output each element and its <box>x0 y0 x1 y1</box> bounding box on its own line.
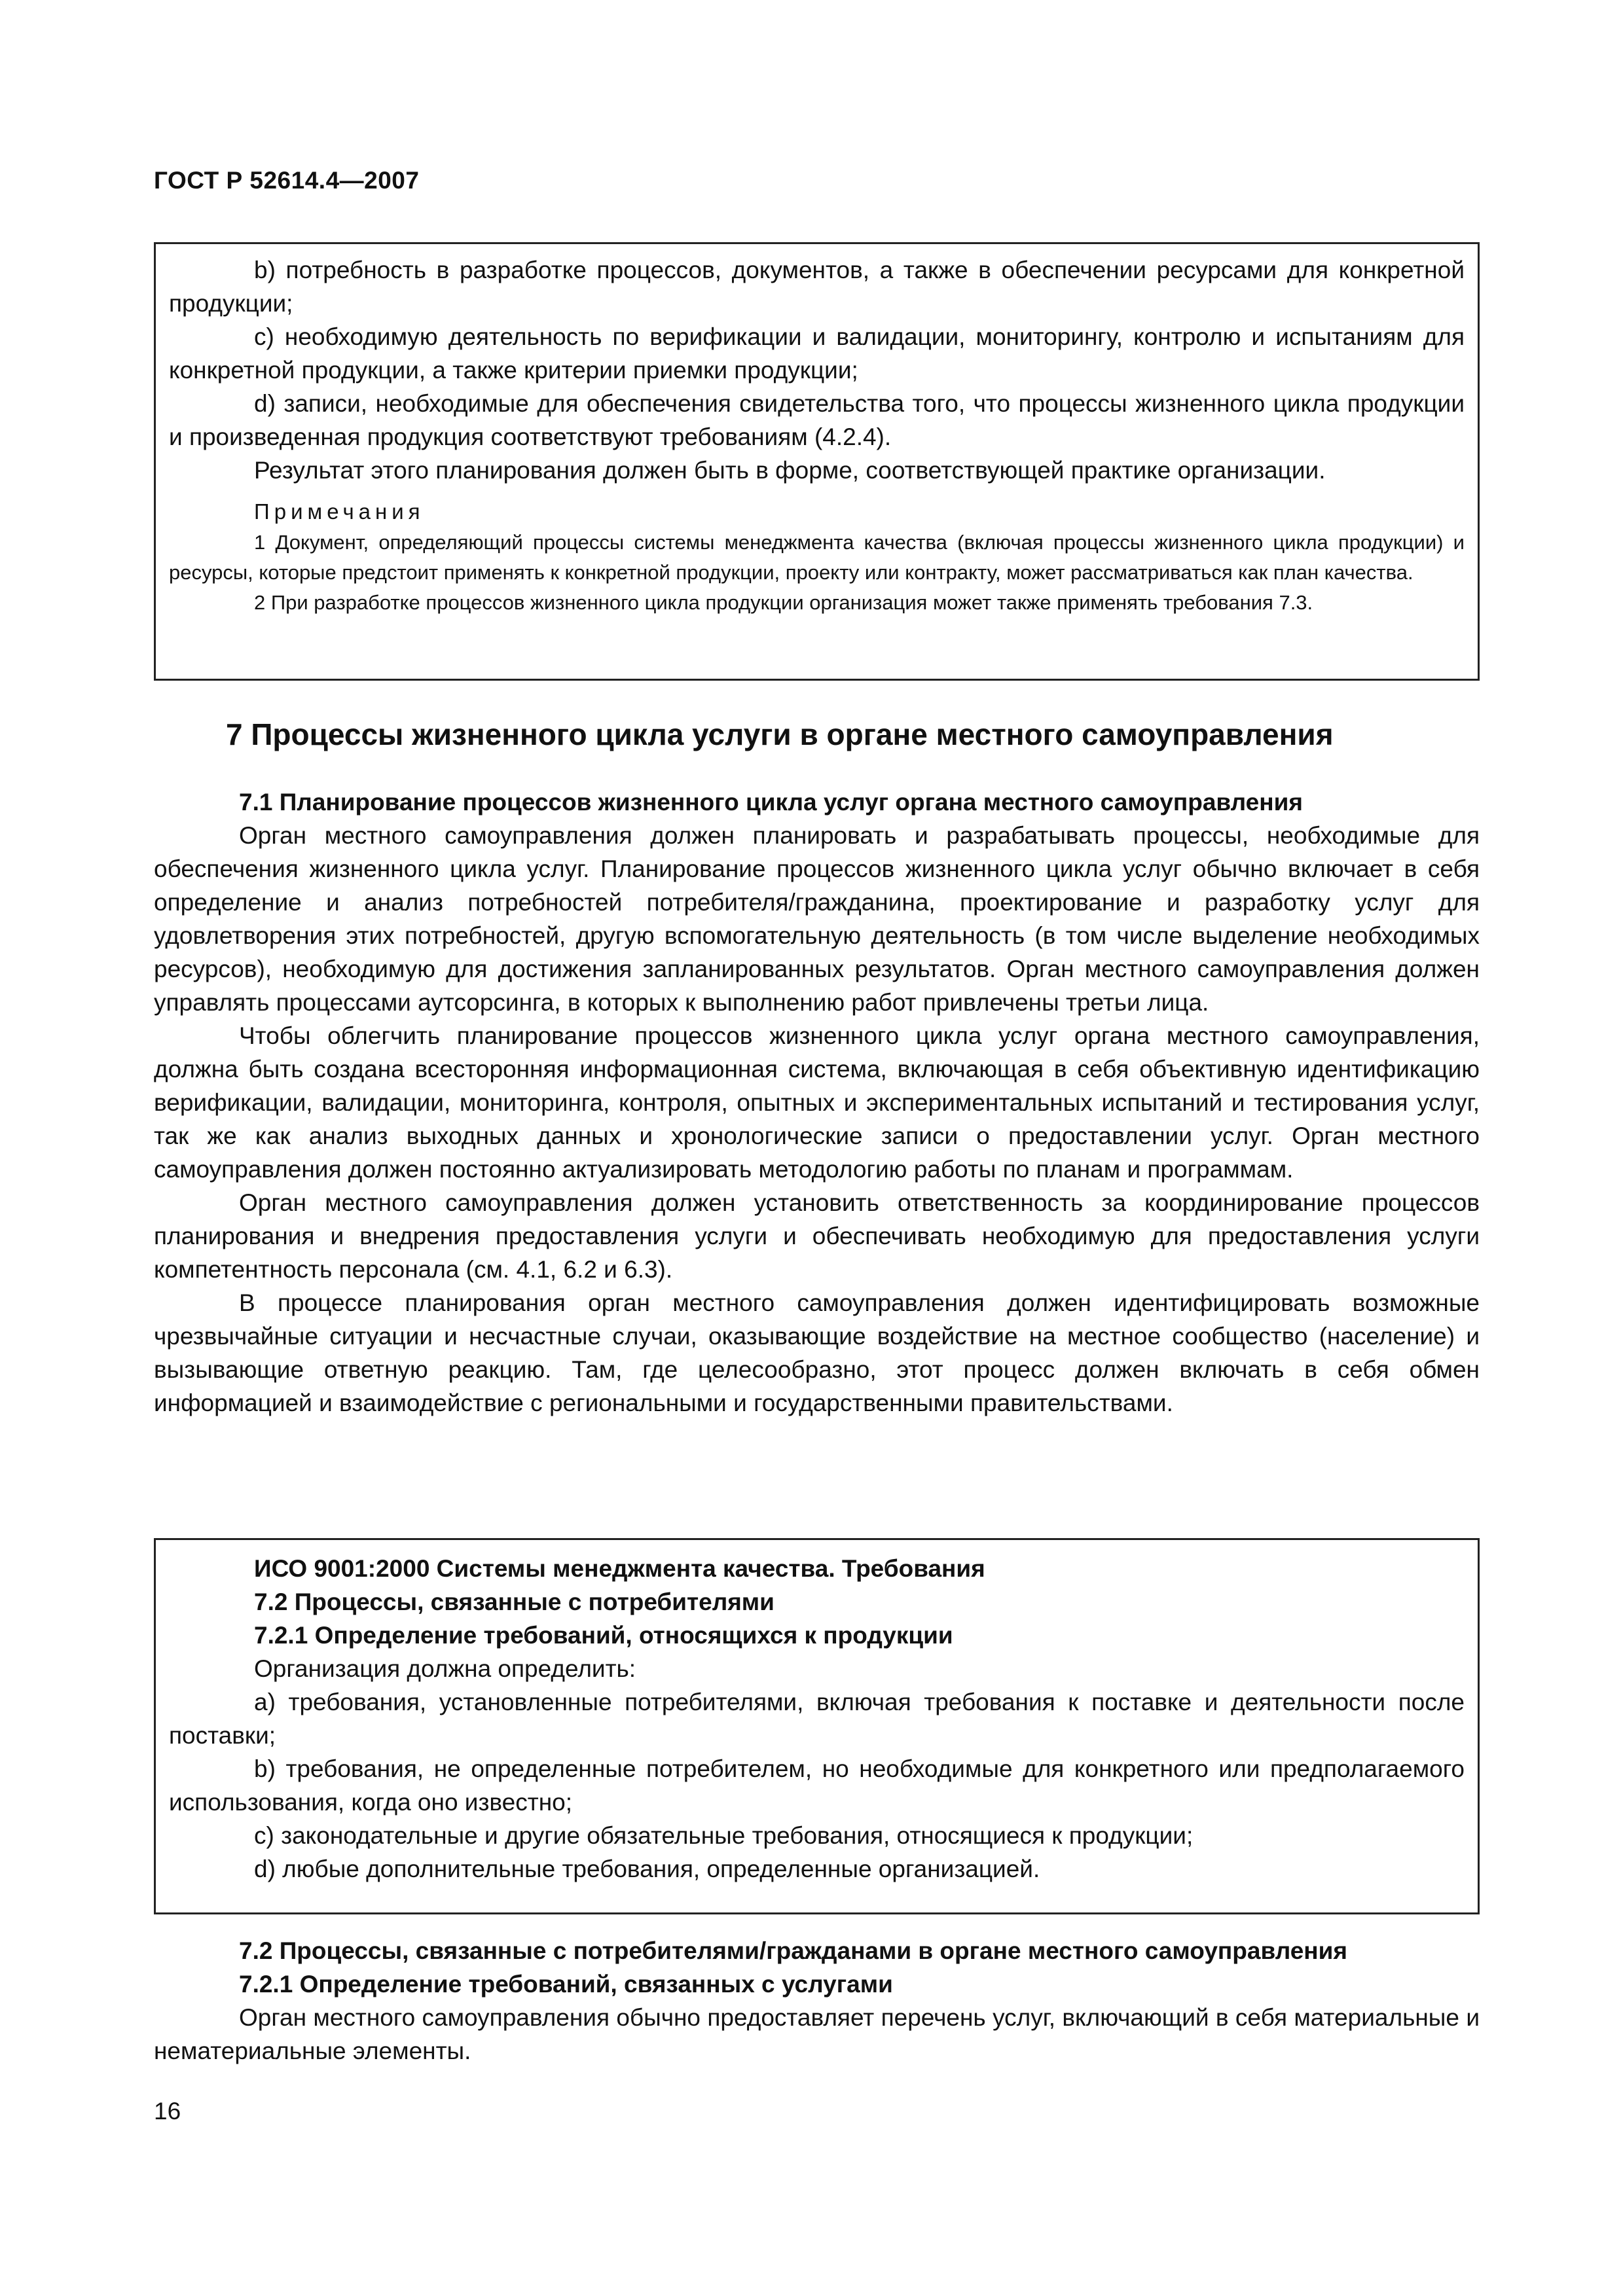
note-2: 2 При разработке процессов жизненного цикла продукции организация может также применять требования 7.3. <box>254 591 1313 614</box>
page-number: 16 <box>154 2098 181 2125</box>
box2-paragraph-d: d) любые дополнительные требования, определенные организацией. <box>254 1856 1040 1882</box>
body-paragraph-3: Орган местного самоуправления должен установить ответственность за координирование процессов планирования и внедрения предоставления услуги и обеспечивать необходимую для предоставления услуги компетентность персонала (см. 4.1, 6.2 и 6.3). <box>154 1189 1480 1283</box>
quoted-requirements-box-2 <box>154 1538 1480 1914</box>
subsection-7-1-title: 7.1 Планирование процессов жизненного цикла услуг органа местного самоуправления <box>239 789 1303 816</box>
body-paragraph-1: Орган местного самоуправления должен планировать и разрабатывать процессы, необходимые для обеспечения жизненного цикла услуг. Планирование процессов жизненного цикла услуг обычно включает в себя определение и анализ потребностей потребителя/гражданина, проектирование и разработку услуг для удовлетворения этих потребностей, другую вспомогательную деятельность (в том числе выделение необходимых ресурсов), необходимую для достижения запланированных результатов. Орган местного самоуправления должен управлять процессами аутсорсинга, в которых к выполнению работ привлечены третьи лица. <box>154 822 1480 1016</box>
box2-heading-7-2: 7.2 Процессы, связанные с потребителями <box>254 1588 775 1615</box>
box2-paragraph-intro: Организация должна определить: <box>254 1655 636 1682</box>
box1-paragraph-result: Результат этого планирования должен быть в форме, соответствующей практике организации. <box>254 457 1326 484</box>
notes-heading: Примечания <box>254 499 425 524</box>
box1-paragraph-d: d) записи, необходимые для обеспечения свидетельства того, что процессы жизненного цикла продукции и произведенная продукция соответствуют требованиям (4.2.4). <box>169 390 1465 450</box>
box2-paragraph-c: c) законодательные и другие обязательные требования, относящиеся к продукции; <box>254 1822 1194 1849</box>
note-1: 1 Документ, определяющий процессы системы менеджмента качества (включая процессы жизненного цикла продукции) и ресурсы, которые предстоит применять к конкретной продукции, проекту или контракту, может рассматриваться как план качества. <box>169 531 1465 584</box>
subsection-7-2-title: 7.2 Процессы, связанные с потребителями/гражданами в органе местного самоуправления <box>239 1937 1347 1964</box>
quoted-requirements-box-1 <box>154 242 1480 681</box>
document-code-header: ГОСТ Р 52614.4—2007 <box>154 167 420 194</box>
box2-paragraph-b: b) требования, не определенные потребителем, но необходимые для конкретного или предполагаемого использования, когда оно известно; <box>169 1755 1465 1816</box>
section-7-1-body <box>154 785 1480 1420</box>
box2-heading-7-2-1: 7.2.1 Определение требований, относящихся к продукции <box>254 1622 953 1649</box>
body-paragraph-2: Чтобы облегчить планирование процессов жизненного цикла услуг органа местного самоуправления, должна быть создана всесторонняя информационная система, включающая в себя объективную идентификацию верификации, валидации, мониторинга, контроля, опытных и экспериментальных испытаний и тестирования услуг, так же как анализ выходных данных и хронологические записи о предоставлении услуг. Орган местного самоуправления должен постоянно актуализировать методологию работы по планам и программам. <box>154 1022 1480 1183</box>
section-7-2-body <box>154 1934 1480 2068</box>
box1-paragraph-b: b) потребность в разработке процессов, документов, а также в обеспечении ресурсами для конкретной продукции; <box>169 257 1465 317</box>
box1-paragraph-c: c) необходимую деятельность по верификации и валидации, мониторингу, контролю и испытаниям для конкретной продукции, а также критерии приемки продукции; <box>169 323 1465 384</box>
box2-heading-iso: ИСО 9001:2000 Системы менеджмента качества. Требования <box>254 1555 985 1582</box>
box2-paragraph-a: a) требования, установленные потребителями, включая требования к поставке и деятельности после поставки; <box>169 1689 1465 1749</box>
body-paragraph-4: В процессе планирования орган местного самоуправления должен идентифицировать возможные чрезвычайные ситуации и несчастные случаи, оказывающие воздействие на местное сообщество (население) и вызывающие ответную реакцию. Там, где целесообразно, этот процесс должен включать в себя обмен информацией и взаимодействие с региональными и государственными правительствами. <box>154 1289 1480 1416</box>
section-7-title: 7 Процессы жизненного цикла услуги в органе местного самоуправления <box>226 717 1334 751</box>
tail-paragraph: Орган местного самоуправления обычно предоставляет перечень услуг, включающий в себя материальные и нематериальные элементы. <box>154 2004 1480 2064</box>
subsection-7-2-1-title: 7.2.1 Определение требований, связанных с услугами <box>239 1971 893 1998</box>
